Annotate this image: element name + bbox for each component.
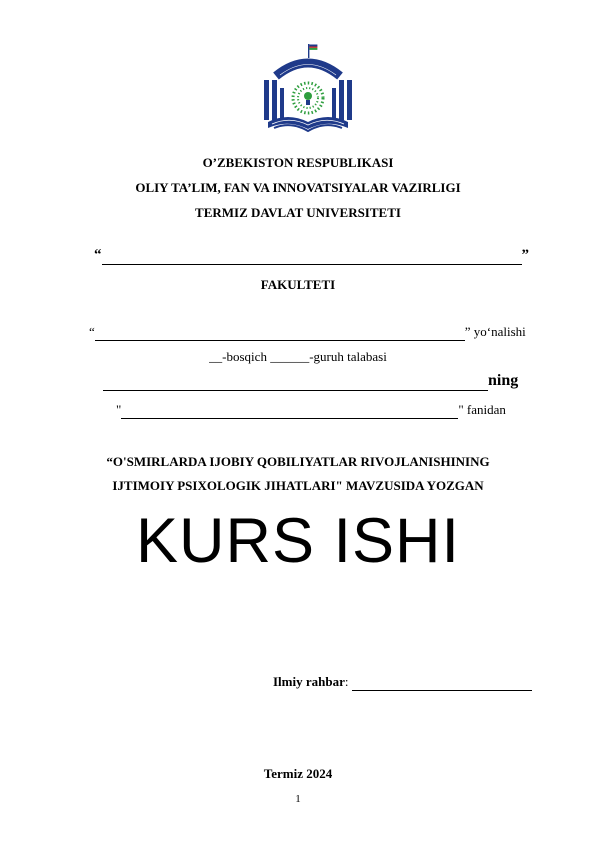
document-title: KURS ISHI [135, 506, 461, 576]
subject-blank [121, 402, 458, 419]
subject-suffix: " fanidan [458, 402, 506, 417]
faculty-blank [102, 247, 522, 265]
group-blank: ______ [270, 349, 310, 364]
direction-suffix: ” yo‘nalishi [464, 324, 526, 339]
topic-line-2: IJTIMOIY PSIXOLOGIK JIHATLARI" MAVZUSIDA YOZGAN [112, 478, 484, 493]
faculty-close-quote: ” [521, 247, 529, 263]
university-logo [258, 42, 358, 138]
direction-blank [95, 324, 465, 341]
place-year: Termiz 2024 [263, 766, 333, 781]
student-suffix: ning [488, 372, 519, 389]
course-mid: -bosqich [222, 349, 271, 364]
header-line-republic: O’ZBEKISTON RESPUBLIKASI [202, 155, 394, 170]
course-group-line [0, 349, 596, 365]
page-number: 1 [295, 793, 301, 805]
faculty-label: FAKULTETI [260, 277, 336, 292]
faculty-line [94, 247, 534, 265]
course-suffix: -guruh talabasi [309, 349, 387, 364]
supervisor-label: Ilmiy rahbar [273, 674, 345, 689]
subject-open-quote: " [116, 402, 122, 417]
faculty-open-quote: “ [94, 247, 102, 263]
direction-line [89, 324, 526, 341]
student-name-blank [103, 372, 488, 391]
supervisor-colon: : [344, 674, 349, 689]
header-line-university: TERMIZ DAVLAT UNIVERSITETI [195, 205, 401, 220]
student-line [103, 372, 518, 391]
course-blank: __ [209, 349, 223, 364]
direction-open-quote: “ [89, 324, 95, 339]
supervisor-blank [352, 674, 532, 691]
topic-line-1: “O'SMIRLARDA IJOBIY QOBILIYATLAR RIVOJLANISHINING [106, 454, 490, 469]
supervisor-line [273, 674, 532, 691]
subject-line [116, 402, 506, 419]
header-line-ministry: OLIY TA’LIM, FAN VA INNOVATSIYALAR VAZIRLIGI [135, 180, 461, 195]
